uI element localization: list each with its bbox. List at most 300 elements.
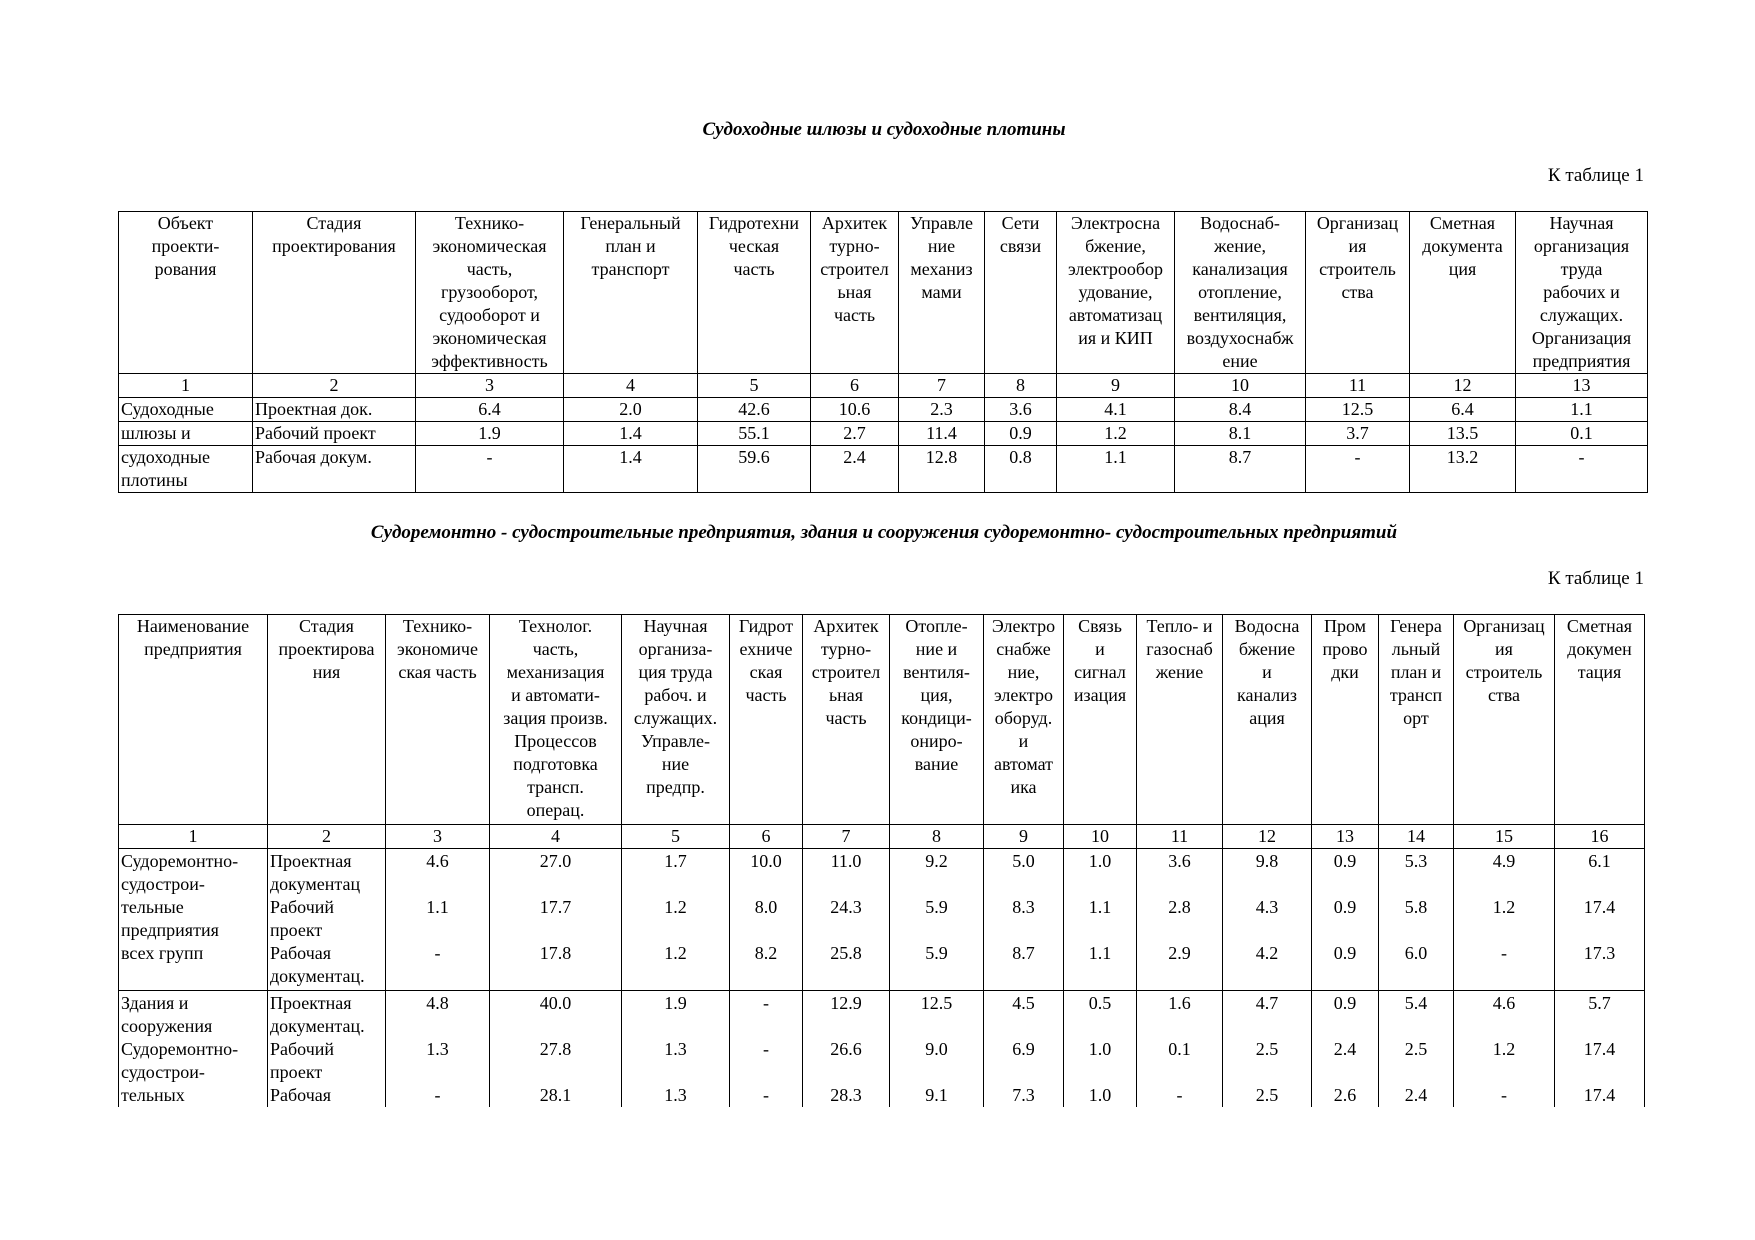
value: 6.1 [1588,851,1611,871]
column-header-line: Технолог. [518,616,593,636]
column-header-line: автоматизац [1068,305,1163,325]
column-number: 1 [119,374,253,398]
column-header [1312,615,1379,825]
value-cell [1312,849,1379,991]
column-number: 6 [811,374,899,398]
section2-table-ref: К таблице 1 [1547,568,1644,589]
value: 1.1 [1088,943,1112,963]
stage-cell: Рабочая докум. [253,446,416,493]
column-header-line: часть [733,259,775,279]
column-header-line: и [1262,662,1272,682]
value: 11.0 [830,851,862,871]
column-number: 8 [890,825,984,849]
column-header-line: электро [994,685,1053,705]
value: 28.3 [830,1085,862,1105]
value: 8.7 [1012,943,1035,963]
column-number: 4 [564,374,698,398]
column-header-line: механизация [506,662,605,682]
column-header-line: газоснаб [1146,639,1213,659]
stage-cell-line: проект [270,1062,323,1082]
value-cell: 12.5 [1306,398,1410,422]
column-header-line: часть, [532,639,579,659]
value: 10.0 [750,851,782,871]
column-number: 6 [730,825,803,849]
value: 7.3 [1012,1085,1035,1105]
column-header [1379,615,1454,825]
enterprise-name-cell-line: тельных [121,1085,185,1105]
column-header-line: организация [1533,236,1630,256]
value-cell [1454,849,1555,991]
column-header-line: Генеральный [580,213,681,233]
stage-cell-line: документац. [270,966,365,986]
value: 0.9 [1333,851,1357,871]
column-header-line: рабочих и [1543,282,1620,302]
column-header-line: Управле- [640,731,710,751]
column-header-line: строитель [1465,662,1543,682]
column-header-line: Генера [1390,616,1442,636]
value: 17.7 [539,897,572,917]
value: 0.9 [1333,993,1357,1013]
column-header-line: мами [921,282,962,302]
value: - [763,1039,769,1059]
column-header [1454,615,1555,825]
column-header-line: льный [1391,639,1441,659]
value-cell [1064,991,1137,1108]
column-header-line: докумен [1567,639,1632,659]
value: 17.4 [1583,1039,1616,1059]
value: 6.0 [1404,943,1428,963]
column-header-line: Управле [909,213,974,233]
value: 5.9 [925,943,948,963]
value-cell: - [1516,446,1648,493]
stage-cell [268,991,386,1108]
column-number: 5 [698,374,811,398]
value: 2.9 [1168,943,1191,963]
column-header-line: Научная [1549,213,1614,233]
value: - [1501,1085,1507,1105]
value: 2.4 [1404,1085,1428,1105]
value-cell: 6.4 [416,398,564,422]
table-row-group [119,849,1645,991]
column-number: 7 [899,374,985,398]
value: 17.3 [1583,943,1616,963]
table-row [119,398,1648,422]
column-header-line: электрообор [1067,259,1164,279]
value-cell: 0.8 [985,446,1057,493]
value: 2.5 [1255,1085,1279,1105]
value: 27.0 [539,851,572,871]
value-cell [1379,991,1454,1108]
value-cell: 11.4 [899,422,985,446]
column-header-line: снабже [996,639,1051,659]
value-cell: - [1306,446,1410,493]
column-header-line: часть, [466,259,513,279]
column-header-line: Сметная [1429,213,1496,233]
column-number: 16 [1555,825,1645,849]
value: 24.3 [830,897,862,917]
value-cell [490,991,622,1108]
value: 4.5 [1012,993,1035,1013]
value-cell: 59.6 [698,446,811,493]
column-header-line: ние, [1007,662,1040,682]
stage-cell-line: Рабочий [270,897,335,917]
stage-cell-line: Проектная [270,993,352,1013]
value: 9.1 [925,1085,948,1105]
value-cell: 12.8 [899,446,985,493]
value: 0.5 [1088,993,1112,1013]
object-cell [119,398,253,422]
column-header-line: предприятия [144,639,242,659]
value-cell [984,849,1064,991]
column-header-line: бжение, [1085,236,1146,256]
section2-title: Судоремонтно - судостроительные предприятия, здания и сооружения судоремонтно- судостроительных предприятий [370,522,1398,543]
object-line: плотины [121,470,188,490]
value-cell [622,991,730,1108]
value: 12.9 [830,993,862,1013]
column-header-line: служащих. [1539,305,1624,325]
value-cell: 2.7 [811,422,899,446]
column-header-line: Отопле- [905,616,968,636]
column-header-line: Научная [643,616,708,636]
value: 8.0 [754,897,778,917]
value: 1.0 [1088,851,1112,871]
column-header-line: автомат [994,754,1053,774]
value-cell [984,991,1064,1108]
column-header-line: удование, [1078,282,1153,302]
column-header-line: предпр. [646,777,705,797]
column-number: 5 [622,825,730,849]
column-header [811,212,899,374]
column-header-line: вентиля- [903,662,970,682]
enterprise-name-cell [119,991,268,1108]
column-header-line: ства [1341,282,1374,302]
value: 8.2 [754,943,778,963]
column-header [803,615,890,825]
column-header [1057,212,1175,374]
value: 26.6 [830,1039,862,1059]
column-header-line: механиз [910,259,973,279]
column-number: 14 [1379,825,1454,849]
section1-table-ref: К таблице 1 [1547,165,1644,186]
value: 1.3 [664,1085,687,1105]
value-cell: 2.4 [811,446,899,493]
column-header [1555,615,1645,825]
value-cell: 2.3 [899,398,985,422]
value: - [763,993,769,1013]
value: 17.4 [1583,897,1616,917]
object-line: шлюзы и [121,423,191,443]
value-cell [1555,991,1645,1108]
column-header [268,615,386,825]
column-header-line: Пром [1323,616,1367,636]
column-number: 4 [490,825,622,849]
column-header-line: ика [1010,777,1037,797]
column-number: 10 [1175,374,1306,398]
column-header-line: жение [1155,662,1204,682]
value: 1.2 [664,897,687,917]
section1-title: Судоходные шлюзы и судоходные плотины [702,119,1066,140]
locks-dams-table [118,211,1648,493]
value-cell [1064,849,1137,991]
stage-cell-line: Рабочая [270,943,332,963]
column-header-line: план и [1390,662,1442,682]
column-header [1223,615,1312,825]
column-header-line: проектирова [278,639,375,659]
column-number: 3 [416,374,564,398]
value-cell: 8.7 [1175,446,1306,493]
value-cell: 1.9 [416,422,564,446]
value: 9.2 [925,851,948,871]
column-number: 2 [253,374,416,398]
object-cell [119,446,253,493]
value: 5.9 [925,897,948,917]
column-header-line: Архитек [813,616,879,636]
column-header [899,212,985,374]
value: 9.8 [1255,851,1279,871]
enterprise-name-cell-line: судострои- [121,874,205,894]
column-header-line: ческая [728,236,780,256]
column-header-line: рования [154,259,217,279]
column-header-line: ция, [920,685,953,705]
column-header [730,615,803,825]
column-header-line: ия и КИП [1078,328,1153,348]
value: 4.3 [1255,897,1279,917]
column-header-line: ская [749,662,783,682]
column-number: 8 [985,374,1057,398]
column-header [1306,212,1410,374]
stage-cell-line: Рабочая [270,1085,332,1105]
table-row [119,422,1648,446]
column-header-line: Тепло- и [1146,616,1213,636]
stage-cell-line: проект [270,920,323,940]
value-cell [890,991,984,1108]
column-header-line: трансп [1389,685,1443,705]
value: 5.4 [1404,993,1428,1013]
column-header [622,615,730,825]
column-header-line: ция труда [638,662,713,682]
column-header-line: часть [833,305,876,325]
value-cell: 1.2 [1057,422,1175,446]
value: 1.2 [1492,897,1516,917]
value: 4.9 [1492,851,1516,871]
value-cell: 8.1 [1175,422,1306,446]
value-cell [1223,991,1312,1108]
column-header-line: прово [1322,639,1368,659]
column-header-line: турно- [820,639,872,659]
object-line: Судоходные [121,399,214,419]
column-number: 13 [1516,374,1648,398]
column-header-line: Стадия [306,213,362,233]
stage-cell-line: Проектная [270,851,352,871]
value: 5.0 [1012,851,1035,871]
column-header-line: ния [312,662,341,682]
value: 1.7 [664,851,687,871]
column-header-line: Гидротехни [708,213,800,233]
column-number: 1 [119,825,268,849]
value-cell [1137,849,1223,991]
column-header-line: изация [1073,685,1127,705]
value: 4.8 [426,993,449,1013]
column-header-line: строитель [1319,259,1396,279]
value: 2.5 [1404,1039,1428,1059]
value-cell: 13.2 [1410,446,1516,493]
value-cell: 55.1 [698,422,811,446]
value-cell: 1.4 [564,422,698,446]
value: 4.2 [1255,943,1279,963]
column-header-line: транспорт [591,259,670,279]
value-cell: 1.1 [1516,398,1648,422]
header-row [119,615,1645,825]
value: 0.9 [1333,943,1357,963]
value-cell [1312,991,1379,1108]
value-cell [803,991,890,1108]
enterprise-name-cell [119,849,268,991]
value-cell: 2.0 [564,398,698,422]
value: 4.7 [1255,993,1279,1013]
column-header-line: Архитек [821,213,888,233]
column-header-line: Сметная [1566,616,1633,636]
column-header-line: экономиче [397,639,478,659]
column-number: 11 [1306,374,1410,398]
value: 27.8 [539,1039,572,1059]
enterprise-name-cell-line: всех групп [121,943,204,963]
value-cell [1454,991,1555,1108]
column-header [1064,615,1137,825]
column-header-line: Электро [991,616,1056,636]
value: 1.0 [1088,1039,1112,1059]
column-number: 2 [268,825,386,849]
column-header-line: Процессов [514,731,597,751]
column-header-line: и [1095,639,1105,659]
column-header-line: ение [1222,351,1258,371]
column-header-line: ехниче [739,639,793,659]
column-number: 11 [1137,825,1223,849]
column-header-line: отопление, [1198,282,1282,302]
column-header-line: Организац [1316,213,1399,233]
column-header-line: сигнал [1074,662,1126,682]
column-header-line: план и [605,236,656,256]
column-header-line: Электросна [1070,213,1161,233]
value-cell [803,849,890,991]
object-line: судоходные [121,447,210,467]
value: 1.3 [664,1039,687,1059]
column-header-line: проекти- [151,236,220,256]
column-header-line: рабоч. и [644,685,707,705]
value-cell [730,849,803,991]
value-cell [490,849,622,991]
column-header-line: и автомати- [511,685,600,705]
column-header-line: кондици- [901,708,972,728]
value-cell: 1.1 [1057,446,1175,493]
value: 1.0 [1088,1085,1112,1105]
column-header [564,212,698,374]
column-number: 13 [1312,825,1379,849]
value: 5.3 [1404,851,1428,871]
column-header-line: ние [661,754,690,774]
column-header-line: подготовка [513,754,598,774]
value: 17.4 [1583,1085,1616,1105]
column-header [1175,212,1306,374]
stage-cell: Проектная док. [253,398,416,422]
column-header-line: Объект [157,213,214,233]
value: 12.5 [920,993,953,1013]
column-header-line: Водосна [1234,616,1300,636]
enterprise-name-cell-line: Здания и [121,993,189,1013]
column-header [1516,212,1648,374]
column-header [119,212,253,374]
value-cell: 8.4 [1175,398,1306,422]
column-header-line: вентиляция, [1193,305,1287,325]
value-cell [890,849,984,991]
column-header-line: ция [1448,259,1477,279]
column-header-line: Стадия [299,616,354,636]
column-header-line: ние и [915,639,958,659]
value: 2.8 [1168,897,1191,917]
column-header [416,212,564,374]
value-cell: 3.6 [985,398,1057,422]
table-row [119,446,1648,493]
value-cell [1223,849,1312,991]
column-header-line: ьная [837,282,872,302]
stage-cell-line: документац [270,874,361,894]
column-header-line: Технико- [402,616,473,636]
value-cell [1379,849,1454,991]
value: 2.5 [1255,1039,1279,1059]
column-header [984,615,1064,825]
column-header-line: часть [825,708,867,728]
column-header-line: экономическая [432,328,547,348]
column-header-line: документа [1422,236,1503,256]
column-header-line: часть [745,685,787,705]
column-header-line: вание [914,754,959,774]
column-header-line: Водоснаб- [1200,213,1280,233]
value-cell [1137,991,1223,1108]
value-cell: - [416,446,564,493]
enterprise-name-cell-line: Судоремонтно- [121,851,239,871]
column-header-line: дки [1331,662,1359,682]
value: - [763,1085,769,1105]
column-header-line: бжение [1238,639,1296,659]
column-header-line: строител [820,259,889,279]
value: 2.6 [1333,1085,1357,1105]
value: 5.8 [1404,897,1428,917]
value: 1.2 [664,943,687,963]
value: 4.6 [426,851,449,871]
stage-cell [268,849,386,991]
column-header-line: воздухоснабж [1186,328,1294,348]
value-cell: 0.9 [985,422,1057,446]
column-number: 10 [1064,825,1137,849]
column-number-row [119,374,1648,398]
column-header-line: эффективность [431,351,548,371]
value: 5.7 [1588,993,1611,1013]
column-number: 7 [803,825,890,849]
column-header-line: Связь [1078,616,1122,636]
column-header-line: ьная [828,685,864,705]
column-header-line: ониро- [910,731,963,751]
column-header [490,615,622,825]
value: 2.4 [1333,1039,1357,1059]
value-cell: 13.5 [1410,422,1516,446]
column-number: 15 [1454,825,1555,849]
column-header-line: и [1018,731,1029,751]
enterprise-name-cell-line: сооружения [121,1016,213,1036]
column-header-line: служащих. [633,708,718,728]
column-header-line: ация [1249,708,1285,728]
column-number-row [119,825,1645,849]
header-row [119,212,1648,374]
column-header [1137,615,1223,825]
